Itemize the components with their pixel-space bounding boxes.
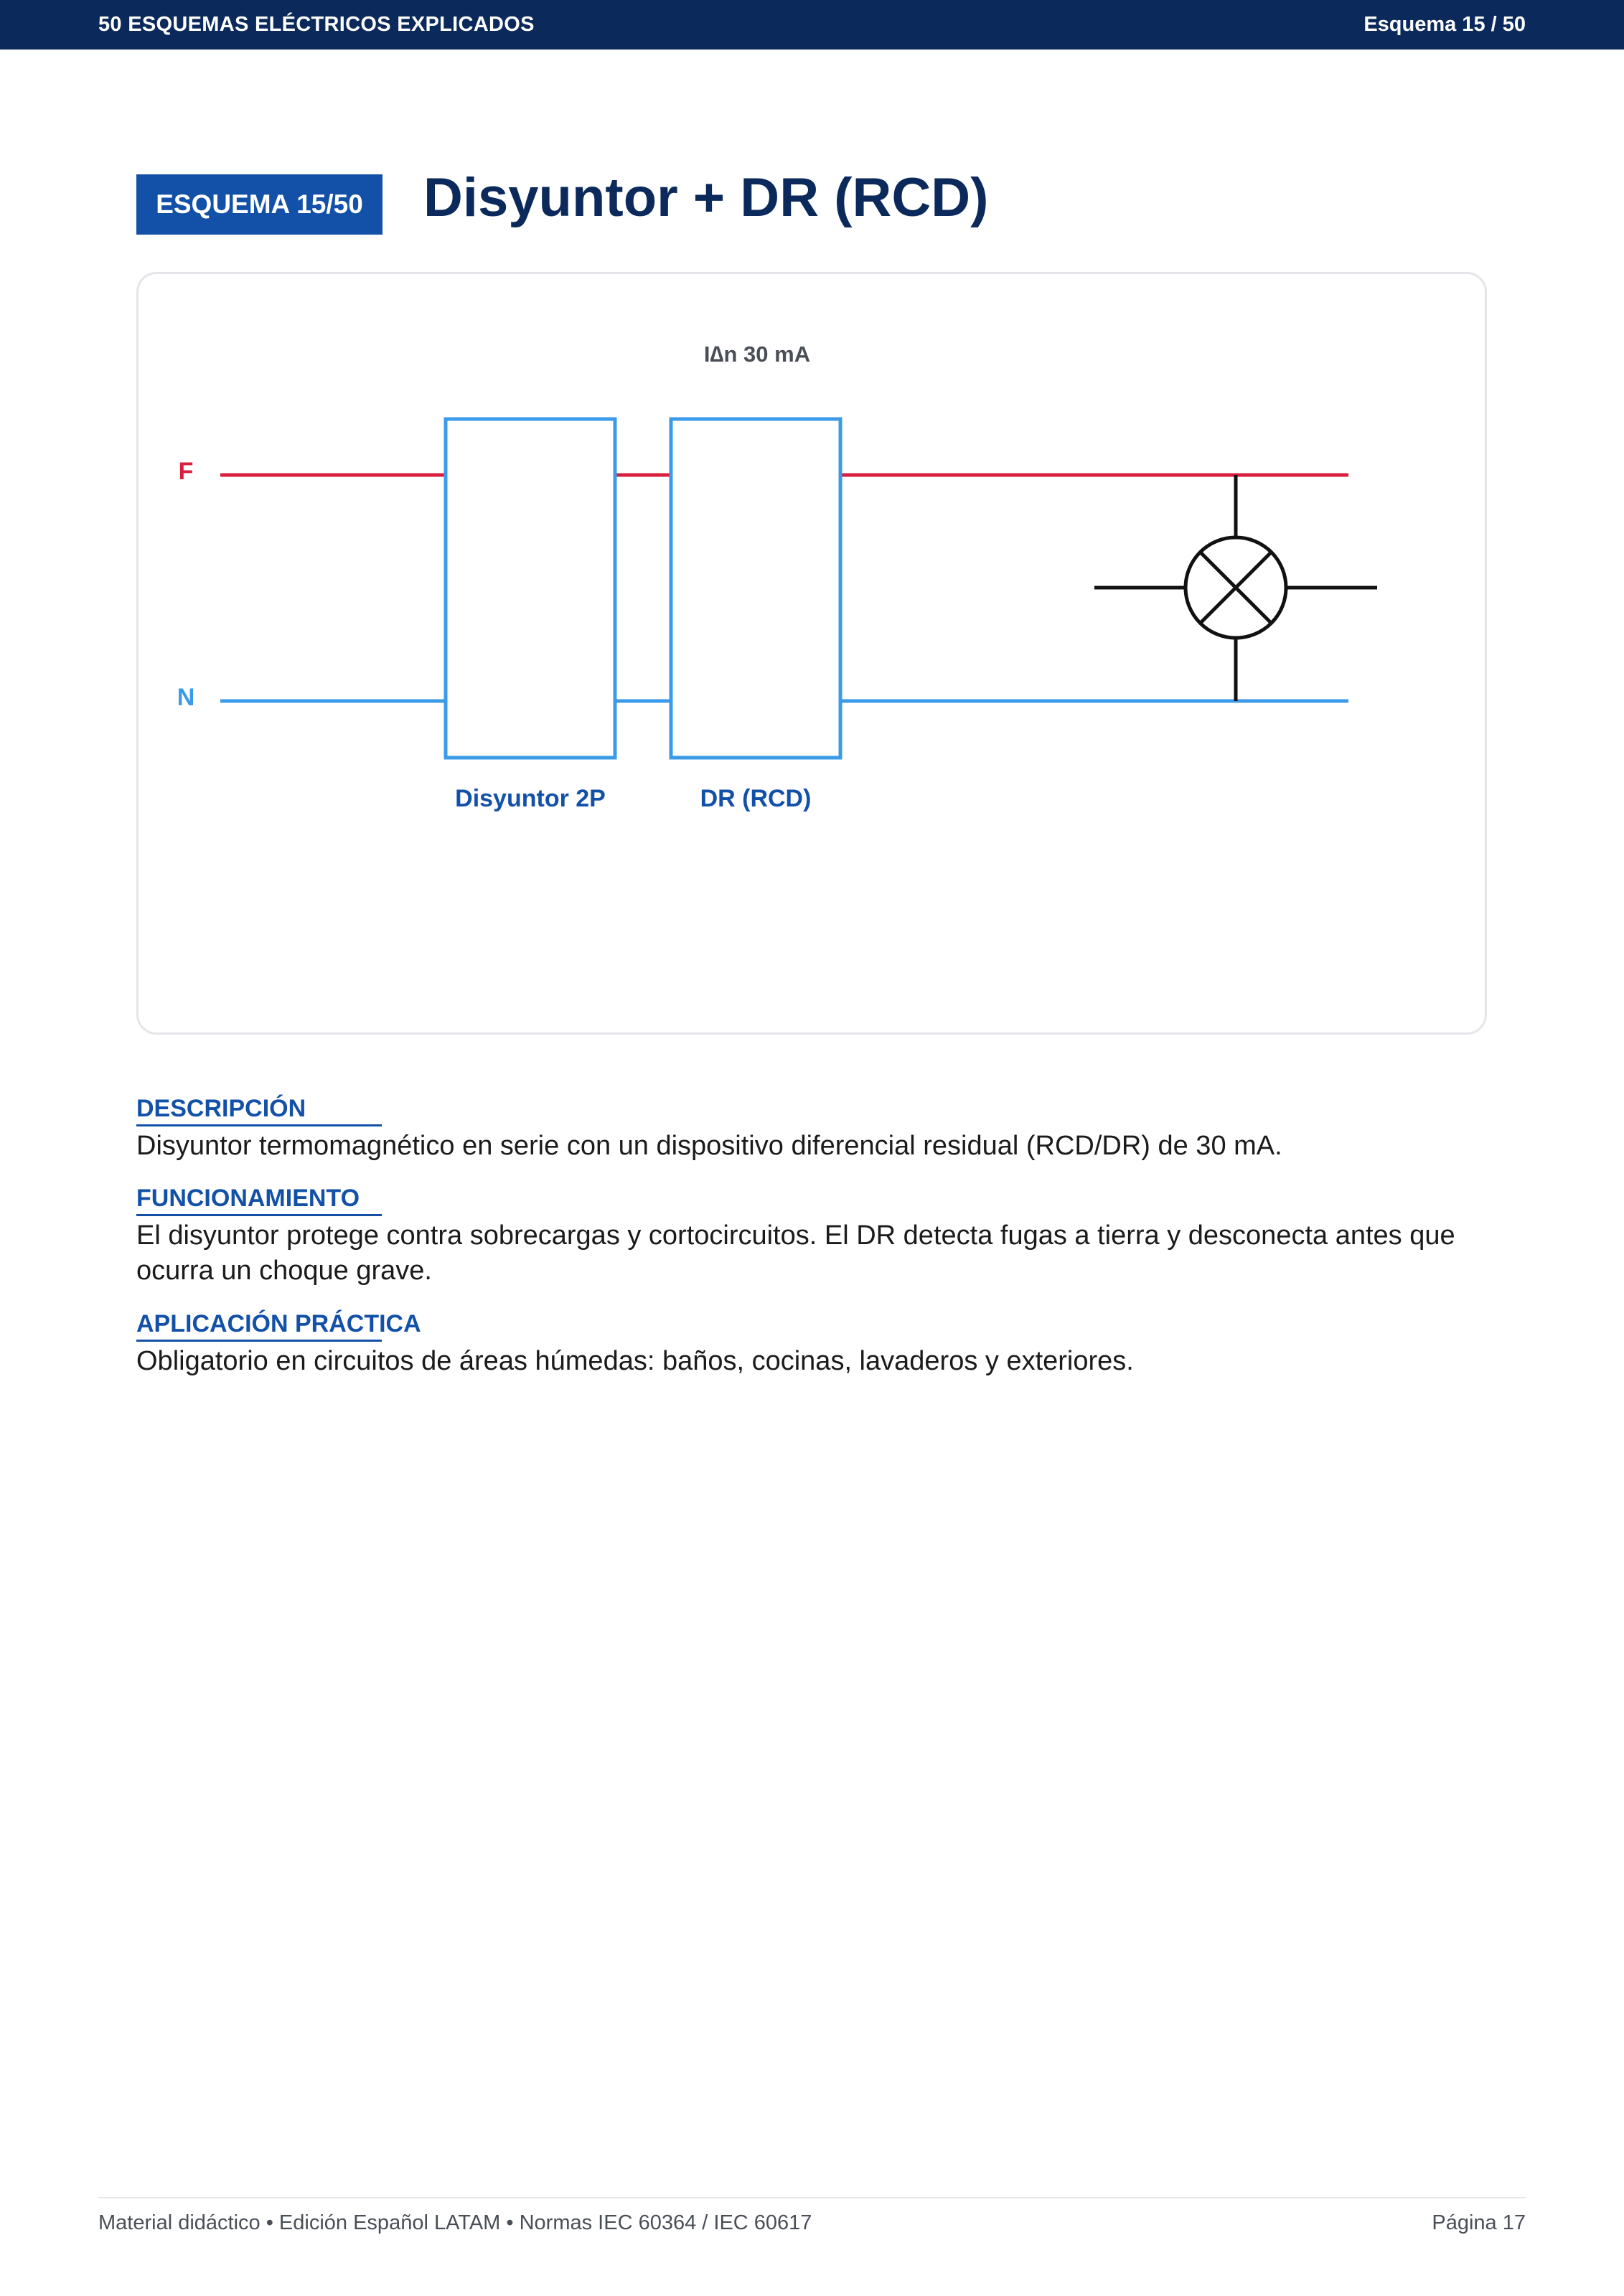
breaker-2p-box (446, 419, 615, 758)
section-underline (136, 1214, 382, 1216)
page-number: Página 17 (1432, 2211, 1526, 2234)
footer-divider (98, 2197, 1526, 2198)
rcd-box (671, 419, 840, 758)
section-heading-descripcion: DESCRIPCIÓN (136, 1095, 306, 1122)
neutral-label: N (177, 684, 195, 711)
document-title: 50 ESQUEMAS ELÉCTRICOS EXPLICADOS (98, 13, 535, 36)
section-underline (136, 1124, 382, 1126)
wiring-diagram (139, 274, 1489, 1037)
schema-badge: ESQUEMA 15/50 (136, 174, 382, 235)
lamp-symbol-icon (1094, 475, 1377, 701)
section-underline (136, 1340, 382, 1342)
schema-page-reference: Esquema 15 / 50 (1363, 13, 1526, 36)
section-heading-aplicacion: APLICACIÓN PRÁCTICA (136, 1310, 421, 1337)
section-body-aplicacion: Obligatorio en circuitos de áreas húmedas: baños, cocinas, lavaderos y exteriores. (136, 1346, 1134, 1376)
breaker-2p-label: Disyuntor 2P (455, 785, 606, 812)
diagram-panel (136, 272, 1487, 1035)
section-body-funcionamiento: El disyuntor protege contra sobrecargas y cortocircuitos. El DR detecta fugas a tierra y desconecta antes que ocurra un choque grave. (136, 1220, 1455, 1286)
section-heading-funcionamiento: FUNCIONAMIENTO (136, 1185, 360, 1212)
section-body-descripcion: Disyuntor termomagnético en serie con un dispositivo diferencial residual (RCD/DR) de 30 mA. (136, 1131, 1282, 1161)
footer-credits: Material didáctico • Edición Español LATAM • Normas IEC 60364 / IEC 60617 (98, 2211, 812, 2234)
rcd-sensitivity-label: I∆n 30 mA (703, 342, 811, 367)
phase-label: F (178, 458, 194, 485)
rcd-label: DR (RCD) (700, 785, 812, 812)
top-header-bar (0, 0, 1624, 50)
page-title: Disyuntor + DR (RCD) (423, 167, 989, 228)
